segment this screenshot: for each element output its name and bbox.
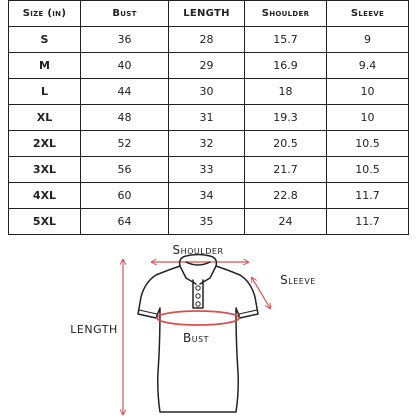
size-cell: M <box>9 53 81 79</box>
bust-cell: 40 <box>81 53 169 79</box>
sleeve-cell: 11.7 <box>327 209 409 235</box>
table-row <box>9 53 409 79</box>
bust-label: Bust <box>182 331 210 345</box>
shoulder-cell: 18 <box>245 79 327 105</box>
shoulder-cell: 19.3 <box>245 105 327 131</box>
bust-ellipse <box>157 311 239 325</box>
size-cell: 4XL <box>9 183 81 209</box>
table-row <box>9 131 409 157</box>
length-cell: 31 <box>169 105 245 131</box>
length-cell: 30 <box>169 79 245 105</box>
size-cell: 5XL <box>9 209 81 235</box>
table-row <box>9 157 409 183</box>
size-cell: L <box>9 79 81 105</box>
sleeve-cell: 10 <box>327 79 409 105</box>
sleeve-cell: 10.5 <box>327 131 409 157</box>
length-cell: 29 <box>169 53 245 79</box>
header-sleeve: Sleeve <box>327 1 409 27</box>
size-cell: 2XL <box>9 131 81 157</box>
table-row <box>9 183 409 209</box>
bust-cell: 52 <box>81 131 169 157</box>
sleeve-arrow <box>252 278 270 308</box>
length-cell: 28 <box>169 27 245 53</box>
shoulder-cell: 22.8 <box>245 183 327 209</box>
length-cell: 35 <box>169 209 245 235</box>
length-cell: 33 <box>169 157 245 183</box>
table-row <box>9 79 409 105</box>
length-cell: 32 <box>169 131 245 157</box>
shoulder-cell: 24 <box>245 209 327 235</box>
shoulder-cell: 15.7 <box>245 27 327 53</box>
sleeve-cell: 9.4 <box>327 53 409 79</box>
header-shoulder: Shoulder <box>245 1 327 27</box>
bust-cell: 64 <box>81 209 169 235</box>
shoulder-cell: 16.9 <box>245 53 327 79</box>
header-bust: Bust <box>81 1 169 27</box>
bust-cell: 44 <box>81 79 169 105</box>
table-row <box>9 209 409 235</box>
size-cell: S <box>9 27 81 53</box>
shoulder-cell: 21.7 <box>245 157 327 183</box>
sleeve-cell: 9 <box>327 27 409 53</box>
bust-cell: 48 <box>81 105 169 131</box>
table-row <box>9 105 409 131</box>
sleeve-cell: 11.7 <box>327 183 409 209</box>
shoulder-label: Shoulder <box>172 243 224 257</box>
sleeve-cell: 10 <box>327 105 409 131</box>
size-cell: XL <box>9 105 81 131</box>
length-cell: 34 <box>169 183 245 209</box>
table-header-row <box>9 1 409 27</box>
length-label: LENGTH <box>70 323 118 336</box>
table-row <box>9 27 409 53</box>
size-cell: 3XL <box>9 157 81 183</box>
shoulder-cell: 20.5 <box>245 131 327 157</box>
header-size: Size (in) <box>9 1 81 27</box>
bust-cell: 60 <box>81 183 169 209</box>
button-icons <box>196 286 200 306</box>
sleeve-label: Sleeve <box>280 273 316 287</box>
measurement-diagram <box>0 232 416 416</box>
sleeve-cell: 10.5 <box>327 157 409 183</box>
size-chart-table <box>8 0 409 235</box>
bust-cell: 56 <box>81 157 169 183</box>
header-length: LENGTH <box>169 1 245 27</box>
bust-cell: 36 <box>81 27 169 53</box>
